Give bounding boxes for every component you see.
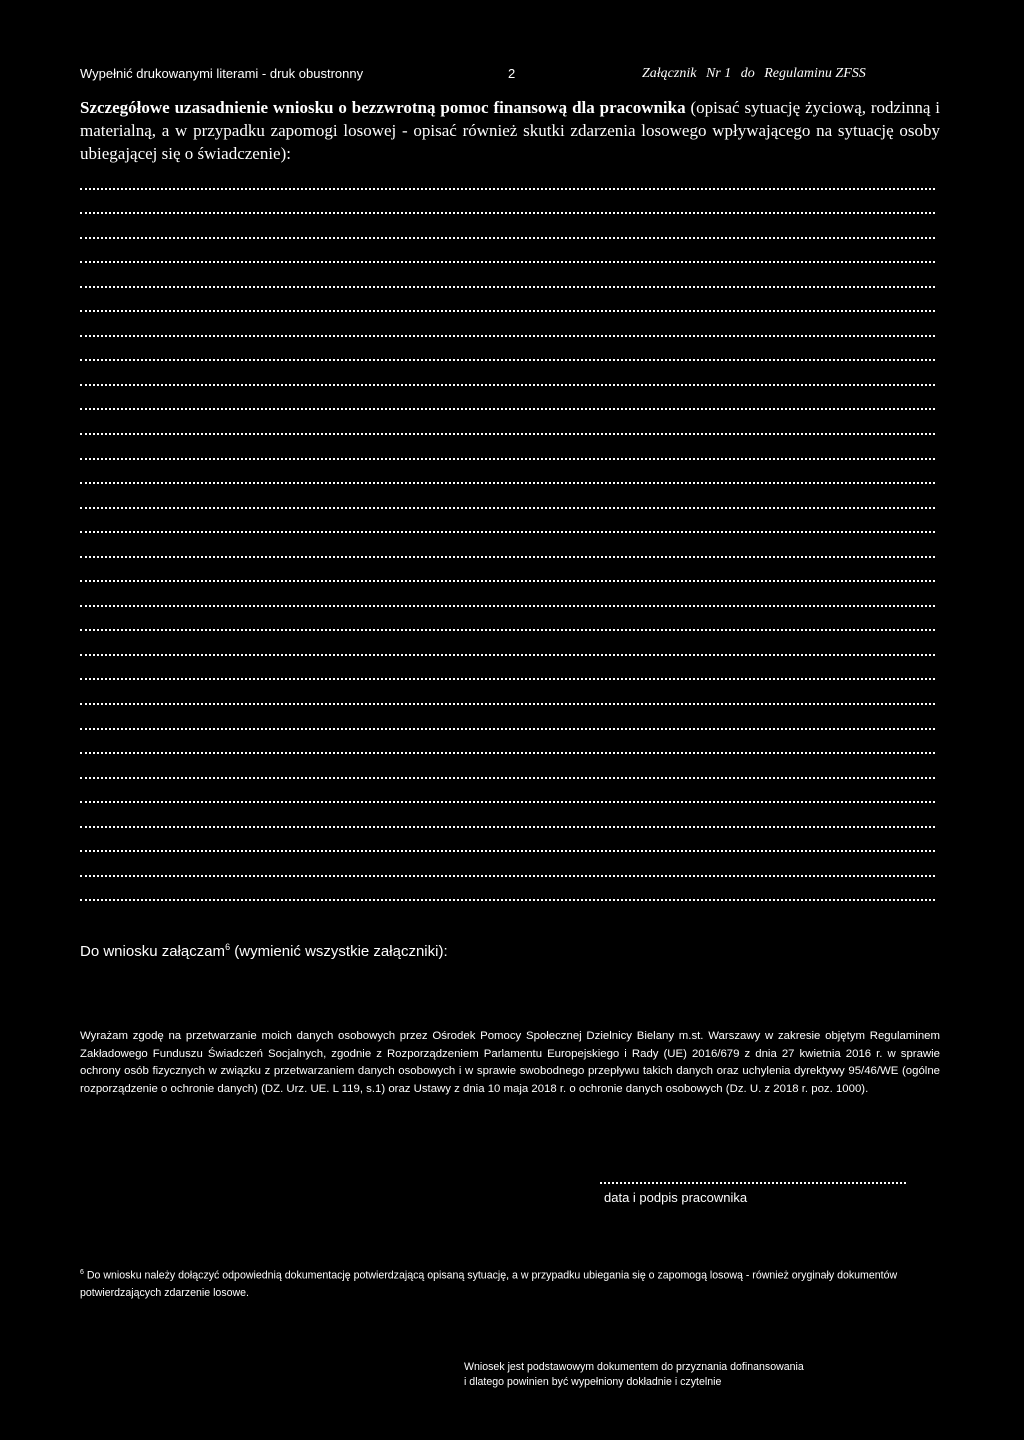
attachments-prefix: Do wniosku załączam [80,943,226,960]
dotted-line[interactable] [80,631,935,656]
dotted-line[interactable] [80,509,935,534]
final-notice-line: i dlatego powinien być wypełniony dokładnie i czytelnie [464,1376,722,1388]
dotted-line[interactable] [80,705,935,730]
dotted-line[interactable] [80,607,935,632]
attachments-suffix: (wymienić wszystkie załączniki): [230,943,448,960]
footnote-reference: 6 [225,942,231,952]
dotted-line[interactable] [80,558,935,583]
dotted-line[interactable] [80,680,935,705]
dotted-line[interactable] [80,533,935,558]
annex-label-part: Regulaminu ZFSS [764,66,866,81]
justification-title [80,96,940,165]
final-notice-line: Wniosek jest podstawowym dokumentem do przyznania dofinansowania [464,1361,804,1373]
footnote-text: Do wniosku należy dołączyć odpowiednią dokumentację potwierdzającą opisaną sytuację, a w przypadku ubiegania się o zapomogą losową - również oryginały dokumentów potwierdzających zdarzenie losowe. [80,1269,898,1299]
dotted-line[interactable] [80,779,935,804]
dotted-line[interactable] [80,386,935,411]
annex-label-part: Nr 1 [705,66,732,81]
dotted-line[interactable] [80,165,935,190]
justification-title-bold: Szczegółowe uzasadnienie wniosku o bezzwrotną pomoc finansową dla pracownika [80,98,686,117]
dotted-line[interactable] [80,754,935,779]
dotted-line[interactable] [80,730,935,755]
page-number: 2 [508,66,516,81]
dotted-line[interactable] [80,337,935,362]
annex-label [642,66,872,82]
dotted-line[interactable] [80,239,935,264]
footnote-mark: 6 [80,1269,84,1276]
dotted-line[interactable] [80,288,935,313]
annex-label-part: do [740,66,755,81]
dotted-line[interactable] [80,410,935,435]
dotted-line[interactable] [80,582,935,607]
annex-label-part: Załącznik [642,66,697,81]
dotted-line[interactable] [80,803,935,828]
dotted-line[interactable] [80,828,935,853]
justification-writing-lines[interactable] [80,165,935,901]
dotted-line[interactable] [80,190,935,215]
footnote [80,1264,900,1302]
dotted-line[interactable] [80,312,935,337]
attachments-heading [80,942,448,960]
final-notice [464,1360,884,1390]
dotted-line[interactable] [80,656,935,681]
justification-title-instructions: (opisać sytuację życiową, rodzinną i materialną, a w przypadku zapomogi losowej - opisać również skutki zdarzenia losowego wpływającego na sytuację osoby ubiegającej się o świadczenie): [80,98,940,163]
dotted-line[interactable] [80,877,935,902]
signature-line[interactable] [600,1170,906,1184]
gdpr-consent-clause: Wyrażam zgodę na przetwarzanie moich danych osobowych przez Ośrodek Pomocy Społecznej Dzielnicy Bielany m.st. Warszawy w zakresie objętym Regulaminem Zakładowego Funduszu Świadczeń Socjalnych, zgodnie z Rozporządzeniem Parlamentu Europejskiego i Rady (UE) 2016/679 z dnia 27 kwietnia 2016 r. w sprawie ochrony osób fizycznych w związku z przetwarzaniem danych osobowych i w sprawie swobodnego przepływu takich danych oraz uchylenia dyrektywy 95/46/WE (ogólne rozporządzenie o ochronie danych) (DZ. Urz. UE. L 119, s.1) oraz Ustawy z dnia 10 maja 2018 r. o ochronie danych osobowych (Dz. U. z 2018 r. poz. 1000). [80,1030,940,1095]
dotted-line[interactable] [80,214,935,239]
signature-label: data i podpis pracownika [604,1190,748,1205]
dotted-line[interactable] [80,435,935,460]
dotted-line[interactable] [80,361,935,386]
dotted-line[interactable] [80,460,935,485]
header-instruction: Wypełnić drukowanymi literami - druk obustronny [80,66,364,81]
dotted-line[interactable] [80,484,935,509]
dotted-line[interactable] [80,263,935,288]
dotted-line[interactable] [80,852,935,877]
